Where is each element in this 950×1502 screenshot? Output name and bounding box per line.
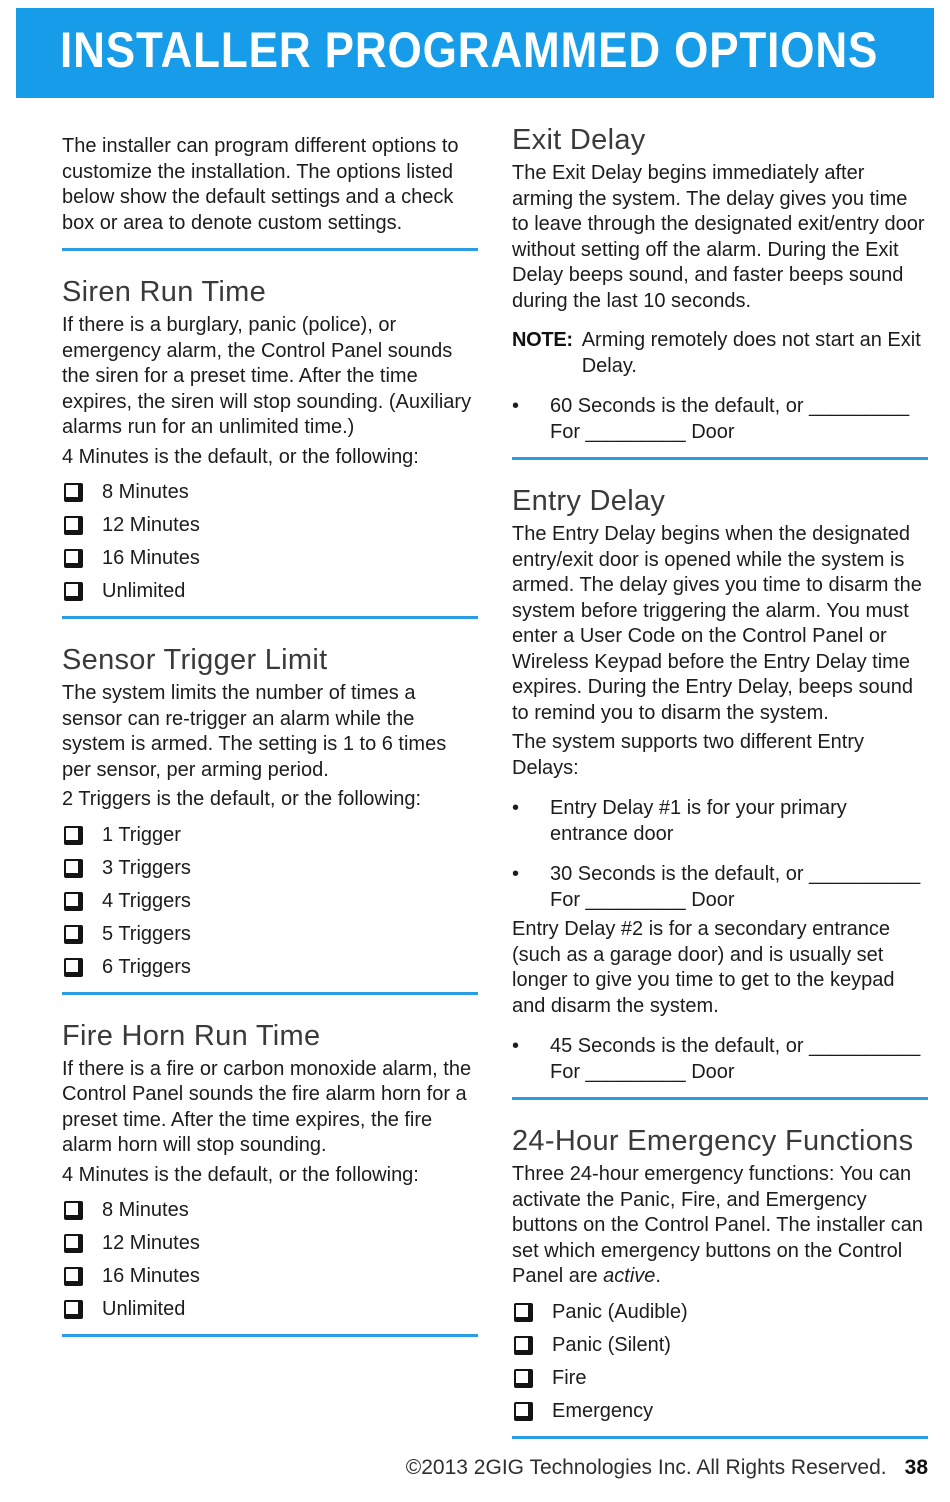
checkbox-label: Unlimited <box>102 1298 186 1320</box>
checkbox-option[interactable] <box>62 955 478 980</box>
checkbox-icon[interactable] <box>514 1402 533 1421</box>
checkbox-option[interactable] <box>62 579 478 604</box>
checkbox-label: 3 Triggers <box>102 856 191 879</box>
page-title: INSTALLER PROGRAMMED OPTIONS <box>60 22 879 78</box>
note-block <box>512 328 928 379</box>
section-heading-entry-delay: Entry Delay <box>512 485 666 517</box>
checkbox-label: 6 Triggers <box>102 955 191 978</box>
section-heading-24-hour-emergency-functions: 24-Hour Emergency Functions <box>512 1125 914 1157</box>
checkbox-icon[interactable] <box>64 1300 83 1319</box>
bullet-text <box>550 796 928 847</box>
section-divider <box>512 1436 928 1439</box>
checkbox-option[interactable] <box>512 1399 928 1424</box>
intro-paragraph: The installer can program different options to customize the installation. The options listed below show the default settings and a check box or area to denote custom settings. <box>62 135 459 234</box>
checkbox-label: Emergency <box>552 1399 654 1422</box>
checkbox-icon[interactable] <box>64 925 83 944</box>
checkbox-option[interactable] <box>62 889 478 914</box>
bullet-line: For _________ Door <box>550 420 735 443</box>
right-column <box>512 124 928 1439</box>
checkbox-label: 8 Minutes <box>102 481 189 503</box>
fire-checkbox-list <box>62 1198 478 1322</box>
bullet-text <box>550 862 928 913</box>
fire-default-line: 4 Minutes is the default, or the following: <box>62 1163 419 1186</box>
checkbox-option[interactable] <box>62 546 478 571</box>
bullet-icon <box>512 394 550 445</box>
sensor-default-line: 2 Triggers is the default, or the following: <box>62 788 422 810</box>
emergency-checkbox-list <box>512 1300 928 1424</box>
emergency-body-text: Three 24-hour emergency functions: You can activate the Panic, Fire, and Emergency buttons on the Control Panel. The installer can set which emergency buttons on the Control Panel are <box>512 1163 923 1287</box>
checkbox-icon[interactable] <box>64 826 83 845</box>
checkbox-label: Panic (Audible) <box>552 1300 688 1323</box>
note-text: Arming remotely does not start an Exit Delay. <box>581 329 921 377</box>
section-divider <box>62 248 478 251</box>
bullet-icon <box>512 1034 550 1085</box>
sensor-checkbox-list <box>62 823 478 980</box>
checkbox-label: 8 Minutes <box>102 1199 189 1221</box>
entry-delay-body3: Entry Delay #2 is for a secondary entrance (such as a garage door) and is usually set longer to give you time to get to the keypad and disarm the system. <box>512 918 895 1017</box>
checkbox-label: 16 Minutes <box>102 1265 200 1287</box>
sensor-body: The system limits the number of times a sensor can re-trigger an alarm while the system is armed. The setting is 1 to 6 times per sensor, per arming period. <box>62 682 447 781</box>
checkbox-option[interactable] <box>512 1366 928 1391</box>
siren-checkbox-list <box>62 480 478 604</box>
checkbox-option[interactable] <box>62 1231 478 1256</box>
checkbox-option[interactable] <box>62 922 478 947</box>
checkbox-icon[interactable] <box>64 549 83 568</box>
checkbox-icon[interactable] <box>514 1336 533 1355</box>
bullet-line: For _________ Door <box>550 1060 735 1083</box>
bullet-line: entrance door <box>550 822 674 845</box>
checkbox-option[interactable] <box>512 1300 928 1325</box>
bullet-line: 30 Seconds is the default, or __________ <box>550 863 921 885</box>
note-label: NOTE: <box>512 329 573 351</box>
emergency-body <box>512 1162 928 1290</box>
exit-delay-body: The Exit Delay begins immediately after arming the system. The delay gives you time to leave through the designated exit/entry door without setting off the alarm. During the Exit Delay beeps sound, and faster beeps sound during the last 10 seconds. <box>512 162 925 312</box>
checkbox-option[interactable] <box>62 1198 478 1223</box>
checkbox-icon[interactable] <box>64 859 83 878</box>
section-heading-sensor-trigger-limit: Sensor Trigger Limit <box>62 644 328 676</box>
bullet-icon <box>512 862 550 913</box>
checkbox-label: 16 Minutes <box>102 547 200 569</box>
left-column <box>62 130 478 1439</box>
checkbox-option[interactable] <box>512 1333 928 1358</box>
bullet-line: 60 Seconds is the default, or _________ <box>550 395 910 417</box>
checkbox-option[interactable] <box>62 856 478 881</box>
checkbox-option[interactable] <box>62 1264 478 1289</box>
checkbox-icon[interactable] <box>64 516 83 535</box>
checkbox-label: 4 Triggers <box>102 889 191 912</box>
checkbox-icon[interactable] <box>514 1369 533 1388</box>
section-divider <box>512 1097 928 1100</box>
checkbox-label: Unlimited <box>102 580 186 602</box>
emergency-body-italic: active <box>603 1265 656 1287</box>
section-heading-exit-delay: Exit Delay <box>512 124 646 156</box>
checkbox-label: 5 Triggers <box>102 922 191 945</box>
checkbox-icon[interactable] <box>64 958 83 977</box>
section-heading-siren-run-time: Siren Run Time <box>62 276 267 308</box>
section-heading-fire-horn-run-time: Fire Horn Run Time <box>62 1019 321 1052</box>
checkbox-option[interactable] <box>62 480 478 505</box>
page-header-bar <box>16 8 934 98</box>
checkbox-option[interactable] <box>62 513 478 538</box>
bullet-line: 45 Seconds is the default, or __________ <box>550 1035 921 1057</box>
section-divider <box>512 457 928 460</box>
checkbox-label: 12 Minutes <box>102 514 200 536</box>
checkbox-icon[interactable] <box>64 1267 83 1286</box>
fire-body: If there is a fire or carbon monoxide alarm, the Control Panel sounds the fire alarm horn for a preset time. After the time expires, the fire alarm horn will stop sounding. <box>62 1057 472 1156</box>
entry-delay-body: The Entry Delay begins when the designated entry/exit door is opened while the system is armed. The delay gives you time to disarm the system before triggering the alarm. You must enter a User Code on the Control Panel or Wireless Keypad before the Entry Delay time expires. During the Entry Delay, beeps sound to remind you to disarm the system. <box>512 523 922 724</box>
checkbox-icon[interactable] <box>64 582 83 601</box>
copyright-text: ©2013 2GIG Technologies Inc. All Rights Reserved. <box>405 1456 887 1479</box>
siren-default-line: 4 Minutes is the default, or the following: <box>62 445 419 468</box>
checkbox-label: Panic (Silent) <box>552 1333 671 1356</box>
siren-body: If there is a burglary, panic (police), or emergency alarm, the Control Panel sounds the siren for a preset time. After the time expires, the siren will stop sounding. (Auxiliary alarms run for an unlimited time.) <box>62 314 472 438</box>
page-content <box>0 98 950 1439</box>
checkbox-icon[interactable] <box>64 1234 83 1253</box>
bullet-item <box>512 394 928 445</box>
page-footer <box>406 1456 928 1480</box>
bullet-line: For _________ Door <box>550 888 735 911</box>
checkbox-icon[interactable] <box>64 1201 83 1220</box>
checkbox-icon[interactable] <box>64 892 83 911</box>
page-number: 38 <box>904 1456 928 1479</box>
section-divider <box>62 616 478 619</box>
entry-delay-body2: The system supports two different Entry Delays: <box>512 731 865 779</box>
bullet-line: Entry Delay #1 is for your primary <box>550 797 847 819</box>
checkbox-label: Fire <box>552 1366 587 1389</box>
bullet-icon <box>512 796 550 847</box>
checkbox-label: 1 Trigger <box>102 823 181 846</box>
checkbox-icon[interactable] <box>64 483 83 502</box>
checkbox-option[interactable] <box>62 823 478 848</box>
bullet-item <box>512 862 928 913</box>
checkbox-label: 12 Minutes <box>102 1232 200 1254</box>
bullet-item <box>512 796 928 847</box>
checkbox-option[interactable] <box>62 1297 478 1322</box>
bullet-text <box>550 394 928 445</box>
bullet-text <box>550 1034 928 1085</box>
emergency-body-period: . <box>655 1265 661 1287</box>
section-divider <box>62 1334 478 1337</box>
checkbox-icon[interactable] <box>514 1303 533 1322</box>
bullet-item <box>512 1034 928 1085</box>
section-divider <box>62 992 478 995</box>
